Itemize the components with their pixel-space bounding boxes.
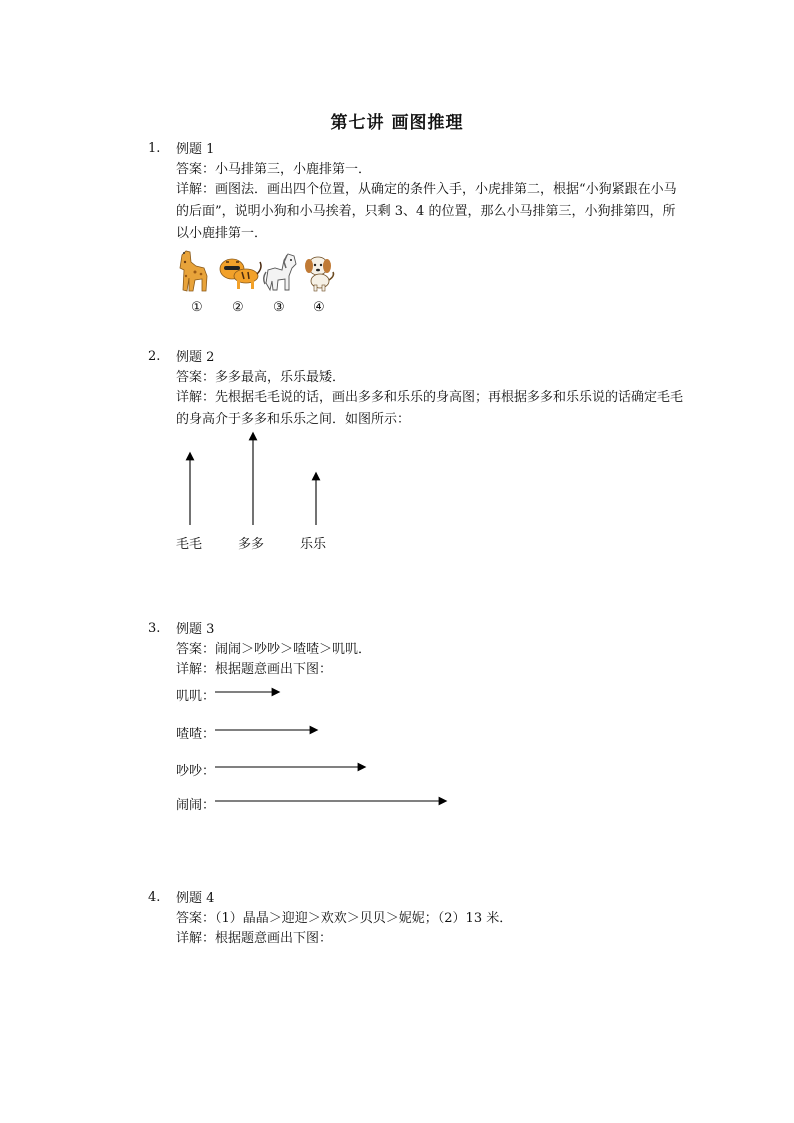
section-3-answer: 答案：闹闹＞吵吵＞喳喳＞叽叽． [176,642,372,657]
arrow-label-duoduo: 多多 [238,537,265,552]
bar-label-chaochao: 吵吵： [176,764,216,779]
arrow-label-maomao: 毛毛 [176,537,203,552]
section-3-heading: 例题 3 [176,622,215,637]
position-2: ② [232,300,244,315]
position-1: ① [191,300,203,315]
page-title: 第七讲 画图推理 [330,113,464,133]
bar-label-naonao: 闹闹： [176,798,216,813]
section-3-number: 3. [148,621,161,636]
position-3: ③ [273,300,285,315]
section-1-detail: 详解：画图法．画出四个位置，从确定的条件入手，小虎排第二，根据“小狗紧跟在小马的后面”，说明小狗和小马挨着，只剩 3、4 的位置，那么小马排第三，小狗排第四，所以小鹿排第一． [176,182,677,241]
section-4-number: 4. [148,890,161,905]
section-4-detail: 详解：根据题意画出下图： [176,931,333,946]
section-2-answer: 答案：多多最高，乐乐最矮． [176,370,346,385]
section-3-detail: 详解：根据题意画出下图： [176,662,333,677]
section-1-answer: 答案：小马排第三，小鹿排第一． [176,162,372,177]
arrow-label-lele: 乐乐 [300,537,327,552]
section-1-number: 1. [148,141,161,156]
bar-label-zhazha: 喳喳： [176,727,216,742]
bar-label-jiji: 叽叽： [176,689,216,704]
section-2-heading: 例题 2 [176,350,215,365]
position-4: ④ [313,300,325,315]
section-2-number: 2. [148,349,161,364]
section-2-detail: 详解：先根据毛毛说的话，画出多多和乐乐的身高图；再根据多多和乐乐说的话确定毛毛的身高介于多多和乐乐之间．如图所示： [176,390,684,427]
section-4-heading: 例题 4 [176,891,215,906]
section-4-answer: 答案：（1）晶晶＞迎迎＞欢欢＞贝贝＞妮妮；（2）13 米． [176,911,513,926]
section-1-heading: 例题 1 [176,142,215,157]
